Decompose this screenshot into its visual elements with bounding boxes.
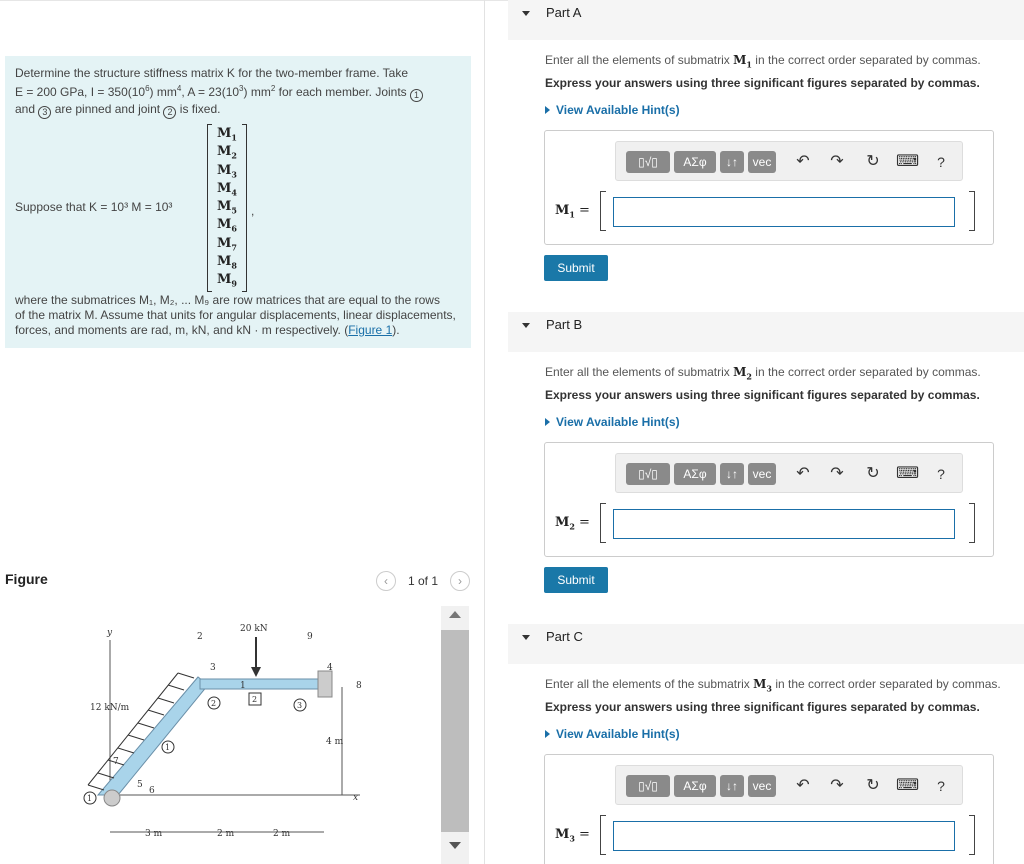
keyboard-icon[interactable]: ⌨: [896, 777, 920, 794]
instruction-text-end: in the correct order separated by commas.: [771, 677, 1001, 691]
problem-line-1: [15, 66, 461, 81]
where-text-end: ).: [392, 323, 400, 337]
scrollbar-thumb[interactable]: [441, 630, 469, 832]
exp-6: 6: [145, 84, 150, 93]
matrix-definition: [15, 121, 461, 293]
matrix-comma: ,: [251, 204, 255, 218]
greek-button[interactable]: ΑΣφ: [674, 463, 716, 485]
math-toolbar: [615, 765, 963, 805]
greek-button[interactable]: ΑΣφ: [674, 775, 716, 797]
bold-instruction-1: Express your answers using three significant figures separated by commas.: [545, 76, 980, 90]
exp-4: 4: [176, 84, 182, 93]
view-hints-link-2[interactable]: [545, 415, 680, 429]
modulus-text: E = 200 GPa, I = 350(10: [15, 85, 146, 99]
pin-support-3: [318, 671, 332, 697]
dimension-2m-b: 2 m: [273, 829, 291, 839]
view-hints-link-3[interactable]: [545, 727, 680, 741]
submit-button-1[interactable]: Submit: [544, 255, 608, 281]
member-2-number: 2: [252, 695, 258, 704]
instruction-text-end: in the correct order separated by commas.: [751, 365, 981, 379]
undo-icon[interactable]: ↶: [796, 153, 810, 170]
templates-button[interactable]: ▯√▯: [626, 775, 670, 797]
scroll-down-icon[interactable]: [449, 842, 461, 849]
and-text: and: [15, 102, 39, 116]
caret-down-icon: [522, 323, 530, 328]
hint-text: View Available Hint(s): [556, 727, 680, 741]
where-text-2: of the matrix M. Assume that units for angular displacements, linear displacements,: [15, 308, 456, 322]
vertical-dimension-label: 4 m: [326, 737, 344, 747]
code-6: 6: [149, 786, 155, 796]
instruction-text: Enter all the elements of the submatrix: [545, 677, 754, 691]
redo-icon[interactable]: ↷: [830, 153, 844, 170]
undo-icon[interactable]: ↶: [796, 777, 810, 794]
answer-box-2: [544, 442, 994, 557]
matrix-row-6: $M_6$: [217, 217, 237, 235]
matrix-row-8: $M_8$: [217, 254, 237, 271]
chevron-left-icon[interactable]: ‹: [376, 571, 396, 591]
member-1-number: 1: [165, 743, 171, 752]
panel-divider: [484, 0, 485, 864]
code-2: 2: [197, 632, 203, 642]
bold-instruction-3: Express your answers using three significant figures separated by commas.: [545, 700, 980, 714]
math-toolbar: [615, 453, 963, 493]
answer-box-3: [544, 754, 994, 864]
matrix-bracket: [207, 125, 247, 291]
problem-statement: [5, 56, 471, 348]
caret-right-icon: [545, 106, 550, 114]
arrows-button[interactable]: ↓↑: [720, 463, 744, 485]
chevron-right-icon[interactable]: ›: [450, 571, 470, 591]
answer-label: $M_1$ =: [555, 203, 590, 220]
part-title: Part C: [546, 629, 583, 644]
exp-3: 3: [239, 84, 244, 93]
dimension-3m: 3 m: [145, 829, 163, 839]
scroll-up-icon[interactable]: [449, 611, 461, 618]
instruction-text-end: in the correct order separated by commas.: [751, 53, 981, 67]
code-9: 9: [307, 632, 313, 642]
matrix-symbol: $M_1$: [733, 53, 752, 70]
keyboard-icon[interactable]: ⌨: [896, 465, 920, 482]
help-button[interactable]: ?: [937, 154, 945, 170]
view-hints-link-1[interactable]: [545, 103, 680, 117]
joint-1-circle: 1: [410, 89, 423, 102]
distributed-load-label: 12 kN/m: [90, 703, 130, 713]
submit-button-2[interactable]: Submit: [544, 567, 608, 593]
right-bracket: [969, 191, 975, 231]
greek-button[interactable]: ΑΣφ: [674, 151, 716, 173]
left-panel: [0, 0, 484, 864]
unit-mm: ) mm: [149, 85, 177, 99]
math-toolbar: [615, 141, 963, 181]
dimension-2m-a: 2 m: [217, 829, 235, 839]
right-panel: [508, 0, 1024, 864]
help-button[interactable]: ?: [937, 466, 945, 482]
unit-mm-2: ) mm: [243, 85, 271, 99]
exp-2: 2: [270, 84, 276, 93]
x-axis-label: x: [353, 793, 359, 803]
code-8: 8: [356, 681, 362, 691]
joint-1-number: 1: [87, 794, 93, 803]
answer-label: $M_3$ =: [555, 827, 590, 844]
joint-2-circle: 2: [163, 106, 176, 119]
redo-icon[interactable]: ↷: [830, 465, 844, 482]
member-2: [200, 679, 324, 689]
code-1: 1: [240, 681, 246, 691]
vec-button[interactable]: vec: [748, 775, 776, 797]
code-3: 3: [210, 663, 216, 673]
y-axis-label: y: [107, 628, 113, 638]
joint-3-circle: 3: [38, 106, 51, 119]
where-text-1: where the submatrices M₁, M₂, ... M₉ are row matrices that are equal to the rows: [15, 293, 440, 307]
pin-support-1: [104, 790, 120, 806]
help-button[interactable]: ?: [937, 778, 945, 794]
part-header-3[interactable]: [508, 624, 1024, 664]
instruction-text: Enter all the elements of submatrix: [545, 365, 734, 379]
matrix-row-3: $M_3$: [217, 162, 237, 180]
part-header-2[interactable]: [508, 312, 1024, 352]
left-bracket: [600, 191, 606, 231]
code-7: 7: [113, 757, 119, 767]
vec-button[interactable]: vec: [748, 151, 776, 173]
reset-icon[interactable]: ↻: [866, 777, 880, 794]
part-title: Part B: [546, 317, 583, 332]
caret-down-icon: [522, 11, 530, 16]
figure-pager: [376, 571, 472, 593]
vec-button[interactable]: vec: [748, 463, 776, 485]
suppose-text: Suppose that K = 10³ M = 10³: [15, 200, 173, 214]
keyboard-icon[interactable]: ⌨: [896, 153, 920, 170]
answer-input[interactable]: [613, 821, 955, 851]
matrix-symbol: $M_2$: [733, 365, 752, 382]
problem-text-1: Determine the structure stiffness matrix K for the two-member frame. Take: [15, 66, 409, 80]
templates-button[interactable]: ▯√▯: [626, 463, 670, 485]
arrows-button[interactable]: ↓↑: [720, 775, 744, 797]
left-bracket: [600, 503, 606, 543]
matrix-row-5: $M_5$: [217, 199, 237, 216]
area-text: , A = 23(10: [181, 85, 240, 99]
arrows-button[interactable]: ↓↑: [720, 151, 744, 173]
matrix-row-9: $M_9$: [217, 272, 237, 289]
point-load-head: [251, 667, 261, 677]
instruction-text: Enter all the elements of submatrix: [545, 53, 734, 67]
right-bracket: [969, 503, 975, 543]
templates-button[interactable]: ▯√▯: [626, 151, 670, 173]
part-header-1[interactable]: [508, 0, 1024, 40]
matrix-row-2: $M_2$: [217, 144, 237, 161]
right-bracket: [969, 815, 975, 855]
reset-icon[interactable]: ↻: [866, 465, 880, 482]
joint-2-number: 2: [211, 699, 217, 708]
joints-text: for each member. Joints: [275, 85, 411, 99]
pinned-text: are pinned and joint: [51, 102, 164, 116]
matrix-rows: [208, 125, 246, 290]
hint-text: View Available Hint(s): [556, 103, 680, 117]
matrix-row-7: $M_7$: [217, 235, 237, 253]
code-4: 4: [327, 663, 333, 673]
frame-figure: [60, 615, 390, 845]
matrix-row-1: $M_1$: [217, 126, 237, 143]
member-1: [98, 677, 208, 795]
answer-label: $M_2$ =: [555, 515, 590, 532]
hint-text: View Available Hint(s): [556, 415, 680, 429]
where-text-3: forces, and moments are rad, m, kN, and kN · m respectively. (: [15, 323, 349, 337]
reset-icon[interactable]: ↻: [866, 153, 880, 170]
instruction-1: [545, 53, 981, 69]
problem-line-3: [15, 102, 461, 119]
caret-right-icon: [545, 418, 550, 426]
distributed-load: [88, 673, 194, 790]
fixed-text: is fixed.: [176, 102, 221, 116]
answer-input[interactable]: [613, 509, 955, 539]
answer-box-1: [544, 130, 994, 245]
figure-label: Figure: [5, 571, 48, 587]
redo-icon[interactable]: ↷: [830, 777, 844, 794]
figure-1-link[interactable]: Figure 1: [348, 323, 393, 337]
matrix-row-4: $M_4$: [217, 180, 237, 198]
code-5: 5: [137, 780, 143, 790]
pager-text: 1 of 1: [408, 574, 439, 588]
instruction-2: [545, 365, 981, 381]
undo-icon[interactable]: ↶: [796, 465, 810, 482]
caret-right-icon: [545, 730, 550, 738]
part-title: Part A: [546, 5, 582, 20]
answer-input[interactable]: [613, 197, 955, 227]
left-bracket: [600, 815, 606, 855]
bold-instruction-2: Express your answers using three significant figures separated by commas.: [545, 388, 980, 402]
problem-line-2: [15, 81, 461, 102]
point-load-label: 20 kN: [240, 624, 268, 634]
instruction-3: [545, 677, 1001, 693]
matrix-symbol: $M_3$: [753, 677, 772, 694]
joint-3-number: 3: [297, 701, 303, 710]
caret-down-icon: [522, 635, 530, 640]
